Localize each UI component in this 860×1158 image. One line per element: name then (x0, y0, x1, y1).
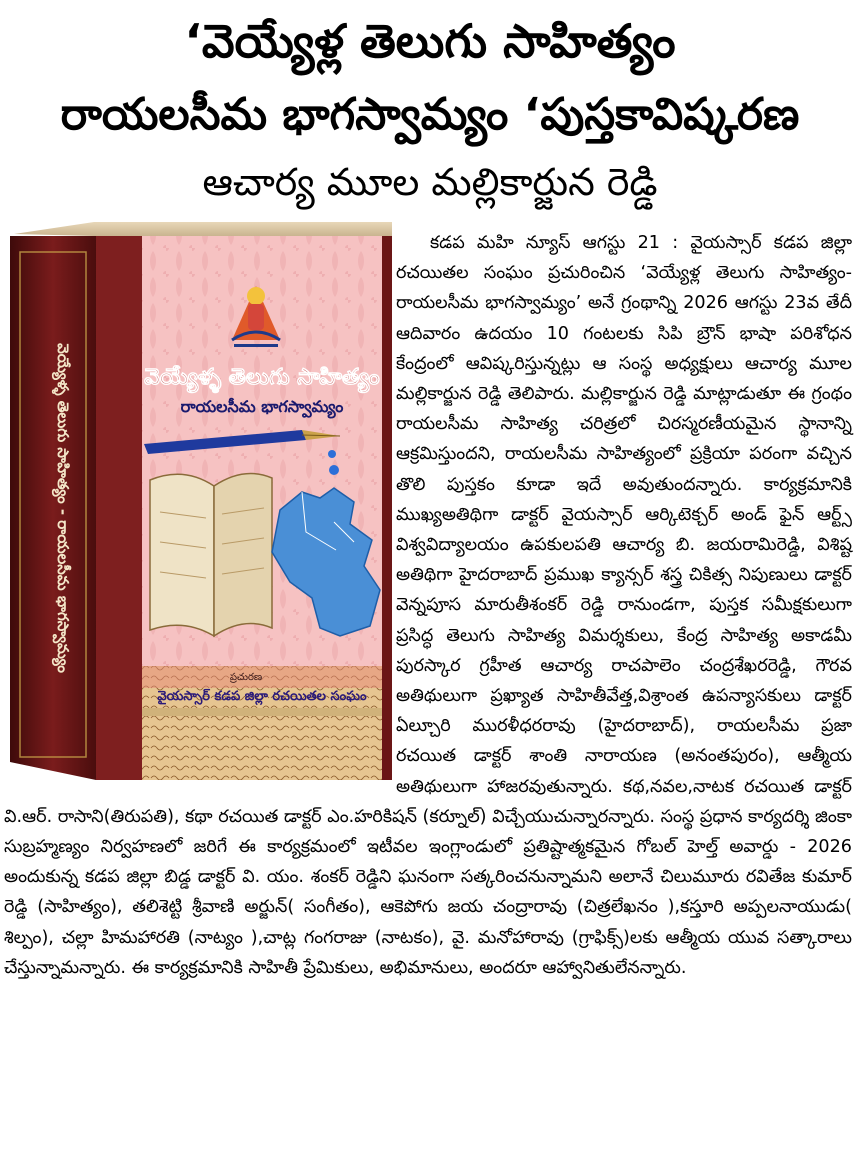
headline-line-1: ‘వెయ్యేళ్ల తెలుగు సాహిత్యం (184, 14, 676, 68)
cover-publisher-label: ప్రచురణ (229, 672, 263, 683)
cover-subtitle: రాయలసీమ భాగస్వామ్యం (180, 397, 344, 416)
headline-author: ఆచార్య మూల మల్లికార్జున రెడ్డి (202, 160, 658, 204)
article-text: కడప మహి న్యూస్ ఆగస్టు 21 : వైయస్సార్ కడప జిల్లా రచయితల సంఘం ప్రచురించిన ‘వెయ్యేళ్ల తెలుగు సాహిత్యం- రాయలసీమ భాగస్వామ్యం’ అనే గ్రంథాన్ని 2026 ఆగస్టు 23వ తేదీ ఆదివారం ఉదయం 10 గంటలకు సిపి బ్రౌన్ భాషా పరిశోధన కేంద్రంలో ఆవిష్కరిస్తున్నట్లు ఆ సంస్థ అధ్యక్షులు ఆచార్య మూల మల్లికార్జున రెడ్డి తెలిపారు. మల్లికార్జున రెడ్డి మాట్లాడుతూ ఈ గ్రంథం రాయలసీమ సాహిత్య చరిత్రలో చిరస్మరణీయమైన స్థానాన్ని ఆక్రమిస్తుందని, రాయలసీమ సాహిత్యంలో ప్రక్రియా పరంగా వచ్చిన తొలి పుస్తకం కూడా ఇదే అవుతుందన్నారు. కార్యక్రమానికి ముఖ్యఅతిథిగా డాక్టర్ వైయస్సార్ ఆర్కిటెక్చర్ అండ్ ఫైన్ ఆర్ట్స్ విశ్వవిద్యాలయం ఉపకులపతి ఆచార్య బి. జయరామిరెడ్డి, విశిష్ట అతిథిగా హైదరాబాద్ ప్రముఖ క్యాన్సర్ శస్త్ర చికిత్స నిపుణులు డాక్టర్ వెన్నపూస మారుతీశంకర్ రెడ్డి రానుండగా, పుస్తక సమీక్షకులుగా ప్రసిద్ధ తెలుగు సాహిత్య విమర్శకులు, కేంద్ర సాహిత్య అకాడమీ పురస్కార గ్రహీత ఆచార్య రాచపాలెం చంద్రశేఖరరెడ్డి, గౌరవ అతిథులుగా ప్రఖ్యాత సాహితీవేత్త,విశ్రాంత ఉపన్యాసకులు డాక్టర్ ఏల్చూరి మురళీధరరావు (హైదరాబాద్), రాయలసీమ ప్రజా రచయిత డాక్టర్ శాంతి నారాయణ (అనంతపురం), ఆత్మీయ అతిథులుగా హాజరవుతున్నారు. కథ,నవల,నాటక రచయిత డాక్టర్ వి.ఆర్. రాసాని(తిరుపతి), కథా రచయిత డాక్టర్ ఎం.హరికిషన్ (కర్నూల్) విచ్చేయుచున్నారన్నారు. సంస్థ ప్రధాన కార్యదర్శి జింకా సుబ్రహ్మణ్యం నిర్వహణలో జరిగే ఈ కార్యక్రమంలో ఇటీవల ఇంగ్లాండులో ప్రతిష్టాత్మకమైన గోబల్ హెల్త్ అవార్డు - 2026 అందుకున్న కడప జిల్లా బిడ్డ డాక్టర్ వి. యం. శంకర్ రెడ్డిని ఘనంగా సత్కరించనున్నామని అలానే చిలుమూరు రవితేజ కుమార్ రెడ్డి (సాహిత్యం), తలిశెట్టి శ్రీవాణి అర్జున్( సంగీతం), ఆకెపోగు జయ చంద్రారావు (చిత్రలేఖనం ),కస్తూరి అప్పలనాయుడు( శిల్పం), చల్లా హిమహారతి (నాట్యం ),చాట్ల గంగరాజు (నాటకం), వై. మనోహారావు (గ్రాఫిక్స్)లకు ఆత్మీయ యువ సత్కారాలు చేస్తున్నామన్నారు. ఈ కార్యక్రమానికి సాహితీ ప్రేమికులు, అభిమానులు, అందరూ ఆహ్వానితులేనన్నారు. (4, 233, 852, 978)
article-body (0, 228, 852, 1156)
cover-title: వెయ్యేళ్ళ తెలుగు సాహిత్యం (144, 365, 380, 390)
cover-publisher: వైయస్సార్ కడప జిల్లా రచయితల సంఘం (157, 689, 367, 704)
cover-spine-text: వెయ్యేళ్ళ తెలుగు సాహిత్యం - రాయలసీమ భాగస్వామ్యం (54, 343, 72, 673)
cover-float-space (0, 228, 396, 776)
headline-line-2: రాయలసీమ భాగస్వామ్యం ‘పుస్తకావిష్కరణ (60, 89, 800, 140)
